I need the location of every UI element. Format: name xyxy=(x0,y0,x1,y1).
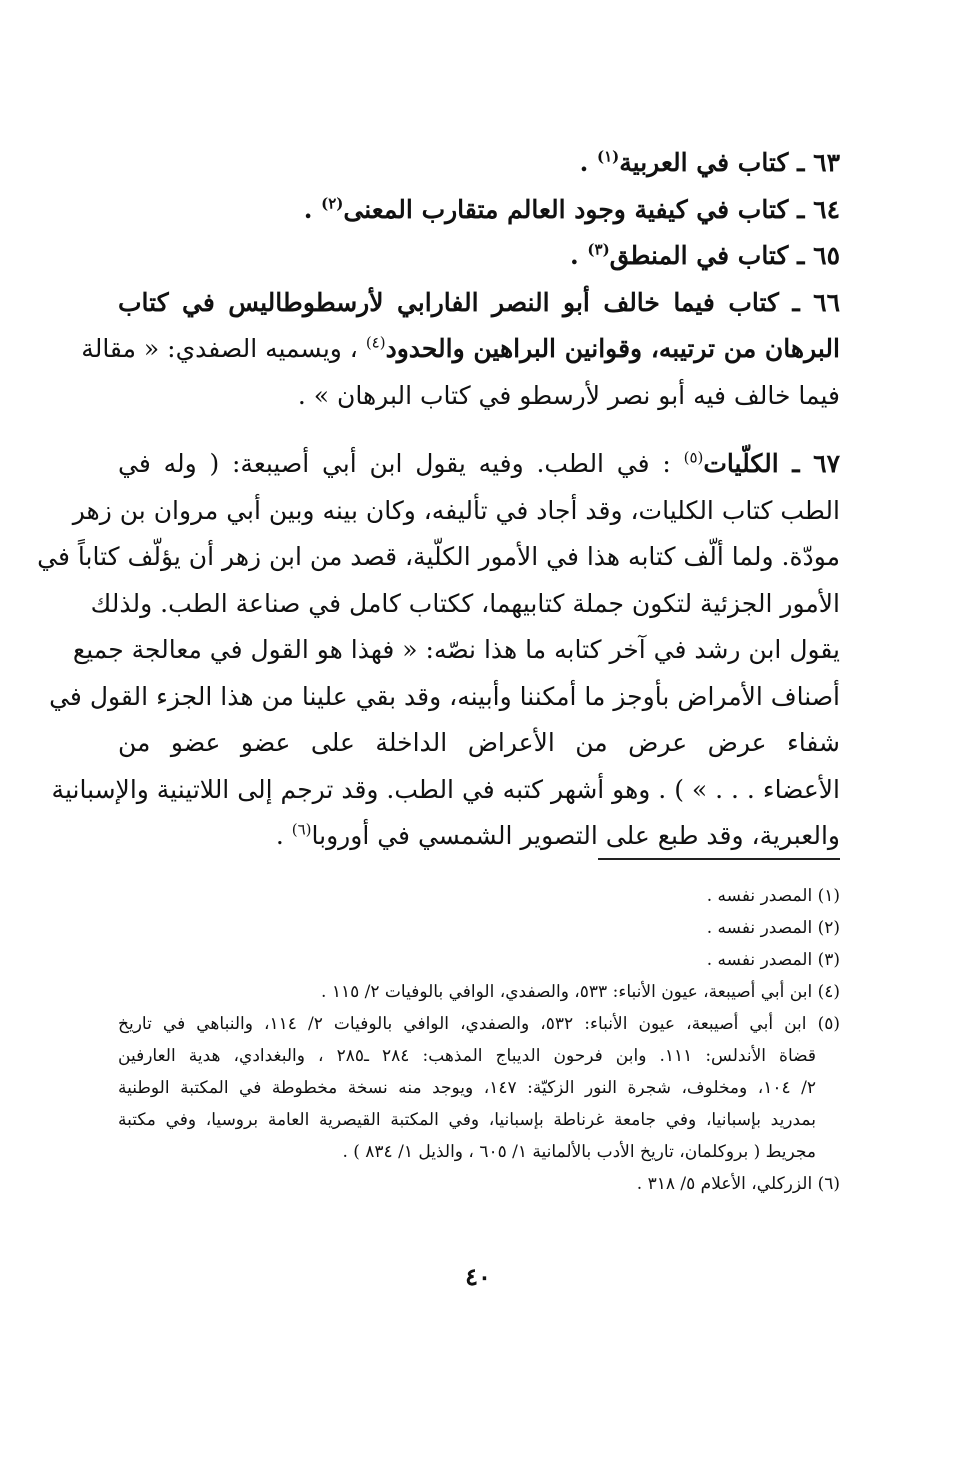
paragraph-line: شفاء عرض عرض من الأعراض الداخلة على عضو عضو من xyxy=(118,728,840,757)
paragraph-line: الأعضاء . . . » ) . وهو أشهر كتبه في الطب. وقد ترجم إلى اللاتينية والإسبانية xyxy=(51,774,840,804)
item66-line1: ٦٦ ـ كتاب فيما خالف أبو النصر الفارابي لأرسطوطاليس في كتاب xyxy=(118,287,840,317)
footnote: (٥) ابن أبي أصيبعة، عيون الأنباء: ٥٣٢، والصفدي، الوافي بالوفيات ٢/ ١١٤، والنباهي في تاريخ xyxy=(118,1014,840,1034)
item66-line2 xyxy=(81,326,840,373)
item67-title: ٦٧ ـ الكلّيات xyxy=(703,449,840,478)
item66-rest: ، ويسميه الصفدي: « مقالة xyxy=(81,334,358,363)
footnote-ref: (٤) xyxy=(365,333,386,352)
list-item xyxy=(118,233,840,280)
main-text xyxy=(37,140,840,860)
last-line-tail: . xyxy=(275,821,292,850)
footnote-divider xyxy=(598,858,840,860)
item-title: كتاب في كيفية وجود العالم متقارب المعنى xyxy=(343,194,789,224)
item67-rest: : في الطب. وفيه يقول ابن أبي أصيبعة: ( وله في xyxy=(118,449,671,478)
item-number: ٦٣ ـ xyxy=(797,148,840,177)
item66-line3: فيما خالف فيه أبو نصر لأرسطو في كتاب البرهان » . xyxy=(297,380,840,410)
footnote: (١) المصدر نفسه . xyxy=(706,886,840,906)
item-number: ٦٥ ـ xyxy=(797,241,840,270)
paragraph-line: الأمور الجزئية لتكون جملة كتابيهما، ككتاب كامل في صناعة الطب. ولذلك xyxy=(90,588,840,618)
page-number: ٤٠ xyxy=(465,1262,491,1291)
footnote-ref: (٦) xyxy=(291,820,312,839)
footnote-continuation: مجريط ( بروكلمان، تاريخ الأدب بالألمانية ١/ ٦٠٥ ، والذيل ١/ ٨٣٤ ) . xyxy=(342,1142,816,1162)
footnote-ref: (٥) xyxy=(683,448,704,467)
last-line-text: والعبرية، وقد طبع على التصوير الشمسي في أوروبا xyxy=(311,821,840,850)
item67-line1 xyxy=(118,441,840,488)
footnote: (٣) المصدر نفسه . xyxy=(706,950,840,970)
paragraph-last-line xyxy=(118,813,840,860)
list-item xyxy=(118,187,840,234)
paragraph-line: مودّة. ولما ألّف كتابه هذا في الأمور الكلّية، قصد من ابن زهر أن يؤلّف كتاباً في xyxy=(37,542,840,571)
footnote-continuation: ٢/ ١٠٤، ومخلوف، شجرة النور الزكيّة: ١٤٧، ويوجد منه نسخة مخطوطة في المكتبة الوطنية xyxy=(118,1078,816,1098)
paragraph-line: أصناف الأمراض بأوجز ما أمكننا وأبينه، وقد بقي علينا من هذا الجزء القول في xyxy=(49,681,840,711)
footnote-continuation: قضاة الأندلس: ١١١. وابن فرحون الديباج المذهب: ٢٨٤ ـ٢٨٥ ، والبغدادي، هدية العارفين xyxy=(118,1046,816,1066)
paragraph-line: يقول ابن رشد في آخر كتابه ما هذا نصّه: « فهذا هو القول في معالجة جميع xyxy=(72,635,840,664)
list-item xyxy=(118,140,840,187)
footnotes xyxy=(118,880,840,1200)
footnote-ref: (١) xyxy=(596,147,620,166)
footnote: (٦) الزركلي، الأعلام ٥/ ٣١٨ . xyxy=(636,1174,840,1194)
paragraph-line: الطب كتاب الكليات، وقد أجاد في تأليفه، وكان بينه وبين أبي مروان بن زهر xyxy=(72,495,840,525)
item-tail: . xyxy=(569,241,588,270)
footnote-ref: (٢) xyxy=(321,194,344,213)
item-title: كتاب في العربية xyxy=(619,148,789,177)
paragraph-gap xyxy=(118,419,840,441)
footnote: (٢) المصدر نفسه . xyxy=(706,918,840,938)
item66-title: البرهان من ترتيبه، وقوانين البراهين والحدود xyxy=(385,334,840,363)
item-number: ٦٤ ـ xyxy=(797,194,840,224)
footnote: (٤) ابن أبي أصيبعة، عيون الأنباء: ٥٣٣، والصفدي، الوافي بالوفيات ٢/ ١١٥ . xyxy=(321,982,840,1002)
item-tail: . xyxy=(579,148,597,177)
item-title: كتاب في المنطق xyxy=(609,241,789,270)
footnote-ref: (٣) xyxy=(587,240,610,259)
item-tail: . xyxy=(303,194,322,224)
footnote-continuation: بمدريد بإسبانيا، وفي جامعة غرناطة بإسبانيا، وفي المكتبة القيصرية العامة بروسيا، وفي مكتبة xyxy=(118,1110,816,1130)
